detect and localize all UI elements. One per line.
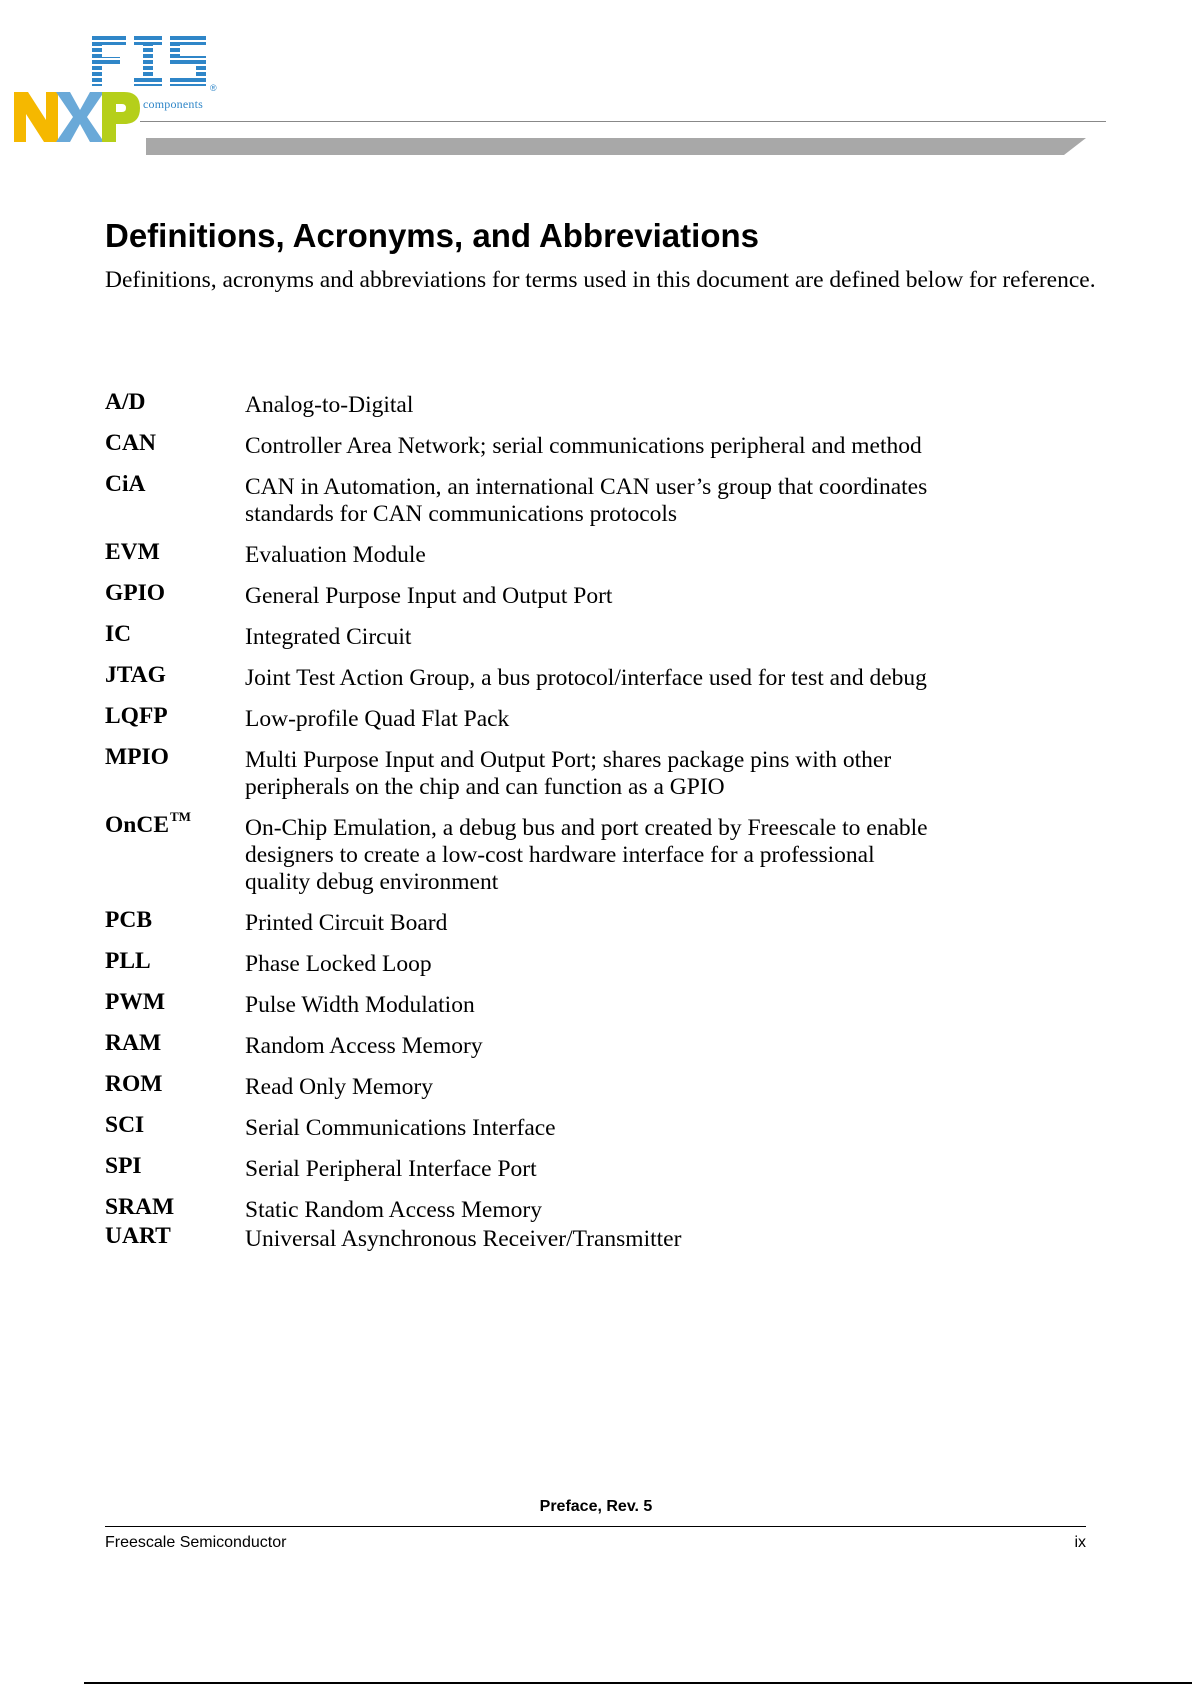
glossary-term bbox=[105, 1153, 245, 1180]
glossary-definition bbox=[245, 542, 1005, 569]
glossary-definition-line: designers to create a low-cost hardware interface for a professional bbox=[245, 842, 875, 868]
glossary-definition-line: Printed Circuit Board bbox=[245, 910, 448, 936]
glossary-row bbox=[105, 1112, 1105, 1142]
header-rule bbox=[140, 121, 1106, 122]
glossary-term bbox=[105, 430, 245, 457]
glossary-definition-line: Universal Asynchronous Receiver/Transmitter bbox=[245, 1226, 682, 1252]
glossary-row bbox=[105, 907, 1105, 937]
glossary-term-text: EVM bbox=[105, 539, 160, 565]
glossary-term bbox=[105, 1071, 245, 1098]
glossary-row bbox=[105, 744, 1105, 801]
glossary-definition-line: Serial Communications Interface bbox=[245, 1115, 556, 1141]
glossary-term-text: SRAM bbox=[105, 1194, 175, 1220]
glossary-definition bbox=[245, 1115, 1005, 1142]
bottom-rule bbox=[84, 1682, 1192, 1684]
glossary-definition-line: Serial Peripheral Interface Port bbox=[245, 1156, 537, 1182]
glossary-definition bbox=[245, 910, 1005, 937]
glossary-row bbox=[105, 1223, 1105, 1253]
glossary-row bbox=[105, 539, 1105, 569]
svg-text:®: ® bbox=[210, 83, 217, 93]
glossary-definition bbox=[245, 706, 1005, 733]
glossary-definition-line: Read Only Memory bbox=[245, 1074, 433, 1100]
glossary-definition bbox=[245, 1197, 1005, 1224]
glossary-term bbox=[105, 389, 245, 416]
glossary-term-text: ROM bbox=[105, 1071, 163, 1097]
glossary-term bbox=[105, 1223, 245, 1250]
glossary-term-text: CiA bbox=[105, 471, 146, 497]
glossary-term-text: MPIO bbox=[105, 744, 169, 770]
glossary-definition-line: Evaluation Module bbox=[245, 542, 426, 568]
glossary-definition bbox=[245, 1156, 1005, 1183]
glossary-term bbox=[105, 1112, 245, 1139]
glossary-definition bbox=[245, 392, 1005, 419]
glossary-term-text: PCB bbox=[105, 907, 152, 933]
intro-paragraph: Definitions, acronyms and abbreviations for terms used in this document are defined below for reference. bbox=[105, 267, 1096, 293]
glossary-definition-line: peripherals on the chip and can function as a GPIO bbox=[245, 774, 725, 800]
glossary-row bbox=[105, 389, 1105, 419]
glossary-definition bbox=[245, 992, 1005, 1019]
glossary-term bbox=[105, 471, 245, 498]
glossary-definition-line: Multi Purpose Input and Output Port; shares package pins with other bbox=[245, 747, 892, 773]
glossary-row bbox=[105, 1194, 1105, 1224]
trademark-superscript: TM bbox=[170, 809, 191, 824]
fis-nxp-logo bbox=[10, 30, 240, 150]
glossary-definition-line: Analog-to-Digital bbox=[245, 392, 414, 418]
glossary-term-text: OnCE bbox=[105, 812, 169, 838]
footer-company: Freescale Semiconductor bbox=[105, 1534, 287, 1551]
glossary-term bbox=[105, 907, 245, 934]
glossary-term-text: RAM bbox=[105, 1030, 162, 1056]
glossary-term bbox=[105, 703, 245, 730]
glossary-definition bbox=[245, 1226, 1005, 1253]
glossary-definition bbox=[245, 1033, 1005, 1060]
glossary-term-text: SPI bbox=[105, 1153, 142, 1179]
logo-subtext: components bbox=[143, 97, 203, 111]
glossary-term bbox=[105, 989, 245, 1016]
glossary-term bbox=[105, 1194, 245, 1221]
glossary-definition bbox=[245, 747, 1005, 801]
glossary-term-text: SCI bbox=[105, 1112, 145, 1138]
glossary-definition-line: quality debug environment bbox=[245, 869, 499, 895]
glossary-list bbox=[105, 389, 1105, 1267]
fis-wordmark bbox=[92, 36, 206, 86]
footer-doc-title: Preface, Rev. 5 bbox=[539, 1498, 653, 1515]
glossary-term-text: JTAG bbox=[105, 662, 166, 688]
glossary-row bbox=[105, 580, 1105, 610]
glossary-term-text: CAN bbox=[105, 430, 156, 456]
nxp-mark bbox=[14, 92, 140, 142]
glossary-row bbox=[105, 1071, 1105, 1101]
footer-rule bbox=[105, 1526, 1086, 1527]
glossary-term-text: UART bbox=[105, 1223, 171, 1249]
glossary-definition bbox=[245, 951, 1005, 978]
glossary-definition-line: General Purpose Input and Output Port bbox=[245, 583, 613, 609]
glossary-definition bbox=[245, 665, 1005, 692]
glossary-term bbox=[105, 662, 245, 689]
glossary-term bbox=[105, 1030, 245, 1057]
glossary-term bbox=[105, 948, 245, 975]
glossary-term bbox=[105, 539, 245, 566]
glossary-row bbox=[105, 703, 1105, 733]
glossary-definition-line: Pulse Width Modulation bbox=[245, 992, 475, 1018]
section-title: Definitions, Acronyms, and Abbreviations bbox=[105, 217, 759, 254]
glossary-term-text: IC bbox=[105, 621, 132, 647]
glossary-definition-line: Controller Area Network; serial communications peripheral and method bbox=[245, 433, 922, 459]
glossary-row bbox=[105, 989, 1105, 1019]
glossary-definition-line: CAN in Automation, an international CAN user’s group that coordinates bbox=[245, 474, 928, 500]
glossary-definition bbox=[245, 583, 1005, 610]
glossary-term bbox=[105, 580, 245, 607]
glossary-term-text: PWM bbox=[105, 989, 166, 1015]
glossary-term bbox=[105, 809, 245, 839]
glossary-term-text: PLL bbox=[105, 948, 151, 974]
glossary-definition bbox=[245, 1074, 1005, 1101]
glossary-definition-line: Low-profile Quad Flat Pack bbox=[245, 706, 510, 732]
glossary-row bbox=[105, 1030, 1105, 1060]
header-bar bbox=[146, 138, 1086, 155]
glossary-row bbox=[105, 1153, 1105, 1183]
glossary-definition-line: On-Chip Emulation, a debug bus and port created by Freescale to enable bbox=[245, 815, 928, 841]
glossary-term-text: GPIO bbox=[105, 580, 166, 606]
glossary-definition-line: Random Access Memory bbox=[245, 1033, 483, 1059]
glossary-definition-line: Joint Test Action Group, a bus protocol/interface used for test and debug bbox=[245, 665, 927, 691]
logo-graphic bbox=[10, 30, 240, 150]
glossary-definition-line: Integrated Circuit bbox=[245, 624, 412, 650]
glossary-definition bbox=[245, 474, 1005, 528]
glossary-term-text: A/D bbox=[105, 389, 146, 415]
glossary-row bbox=[105, 621, 1105, 651]
glossary-row bbox=[105, 662, 1105, 692]
glossary-row bbox=[105, 809, 1105, 896]
footer-page-number: ix bbox=[1074, 1534, 1086, 1551]
glossary-definition-line: Static Random Access Memory bbox=[245, 1197, 542, 1223]
glossary-term bbox=[105, 744, 245, 771]
glossary-term-text: LQFP bbox=[105, 703, 168, 729]
glossary-definition bbox=[245, 624, 1005, 651]
glossary-row bbox=[105, 471, 1105, 528]
glossary-term bbox=[105, 621, 245, 648]
glossary-definition bbox=[245, 815, 1005, 896]
glossary-definition-line: standards for CAN communications protocols bbox=[245, 501, 678, 527]
glossary-definition-line: Phase Locked Loop bbox=[245, 951, 432, 977]
glossary-row bbox=[105, 430, 1105, 460]
glossary-definition bbox=[245, 433, 1005, 460]
glossary-row bbox=[105, 948, 1105, 978]
